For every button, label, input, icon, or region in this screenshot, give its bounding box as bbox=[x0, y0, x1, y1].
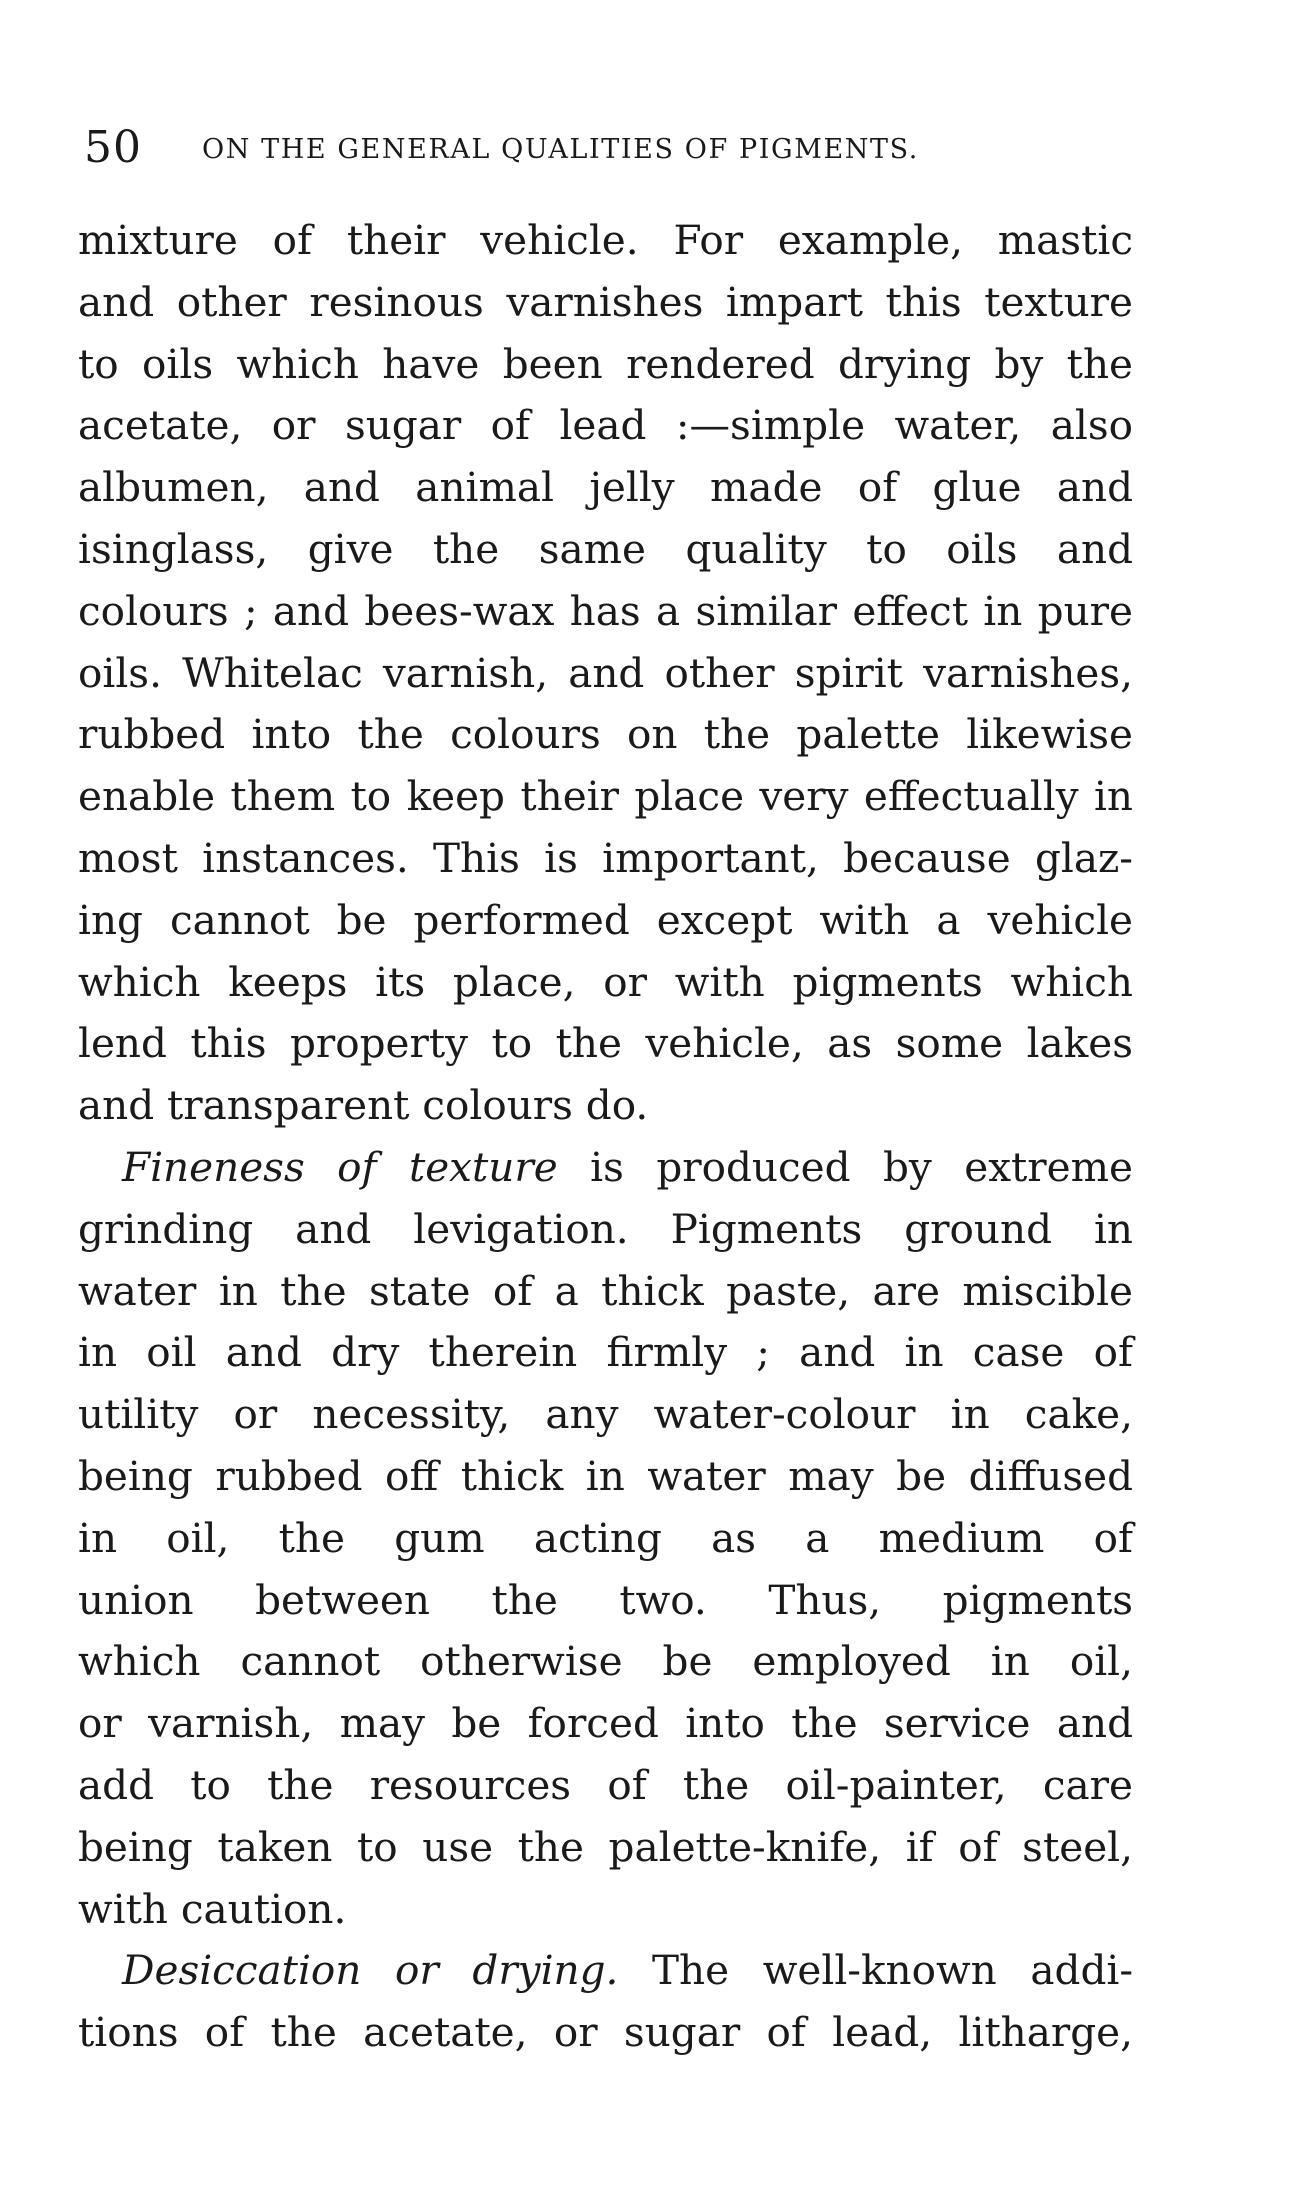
page-number: 50 bbox=[84, 122, 142, 173]
text-line: and transparent colours do. bbox=[78, 1081, 649, 1130]
paragraph-first-line bbox=[78, 1940, 1133, 2002]
text-line: water in the state of a thick paste, are miscible bbox=[78, 1266, 1133, 1315]
text-line: enable them to keep their place very effectually in bbox=[78, 772, 1133, 821]
text-line: being rubbed off thick in water may be diffused bbox=[78, 1451, 1133, 1500]
text-line: which keeps its place, or with pigments which bbox=[78, 957, 1133, 1006]
text-line: and other resinous varnishes impart this texture bbox=[78, 277, 1133, 326]
text-line: lend this property to the vehicle, as some lakes bbox=[78, 1019, 1133, 1068]
text-line: most instances. This is important, because glaz- bbox=[78, 833, 1133, 882]
text-line: grinding and levigation. Pigments ground in bbox=[78, 1204, 1133, 1253]
text-line: which cannot otherwise be employed in oil, bbox=[78, 1637, 1133, 1686]
text-line: isinglass, give the same quality to oils and bbox=[78, 524, 1133, 573]
running-title: ON THE GENERAL QUALITIES OF PIGMENTS. bbox=[202, 134, 919, 165]
paragraph-heading: Desiccation or drying. bbox=[122, 1946, 619, 1995]
text-line: acetate, or sugar of lead :—simple water, also bbox=[78, 401, 1133, 450]
running-head bbox=[84, 118, 1144, 178]
text-line: ing cannot be performed except with a vehicle bbox=[78, 895, 1133, 944]
text-fragment: The well-known addi- bbox=[652, 1946, 1134, 1995]
paragraph-first-line bbox=[78, 1137, 1133, 1199]
text-line: colours ; and bees-wax has a similar effect in pure bbox=[78, 586, 1133, 635]
text-line: albumen, and animal jelly made of glue and bbox=[78, 463, 1133, 512]
text-line: utility or necessity, any water-colour in cake, bbox=[78, 1390, 1133, 1439]
text-line: in oil and dry therein firmly ; and in case of bbox=[78, 1328, 1133, 1377]
text-line: with caution. bbox=[78, 1884, 347, 1933]
paragraph-heading: Fineness of texture bbox=[122, 1142, 558, 1191]
body-text bbox=[78, 210, 1133, 2064]
text-line: being taken to use the palette-knife, if of steel, bbox=[78, 1822, 1133, 1871]
text-line: add to the resources of the oil-painter, care bbox=[78, 1760, 1133, 1809]
text-line: rubbed into the colours on the palette likewise bbox=[78, 710, 1133, 759]
text-line: to oils which have been rendered drying by the bbox=[78, 339, 1133, 388]
text-line: union between the two. Thus, pigments bbox=[78, 1575, 1133, 1624]
text-line: oils. Whitelac varnish, and other spirit varnishes, bbox=[78, 648, 1133, 697]
text-line: mixture of their vehicle. For example, mastic bbox=[78, 216, 1133, 264]
text-line: tions of the acetate, or sugar of lead, litharge, bbox=[78, 2008, 1133, 2057]
text-line: or varnish, may be forced into the service and bbox=[78, 1699, 1133, 1748]
text-fragment: is produced by extreme bbox=[590, 1142, 1134, 1191]
text-line: in oil, the gum acting as a medium of bbox=[78, 1513, 1133, 1562]
